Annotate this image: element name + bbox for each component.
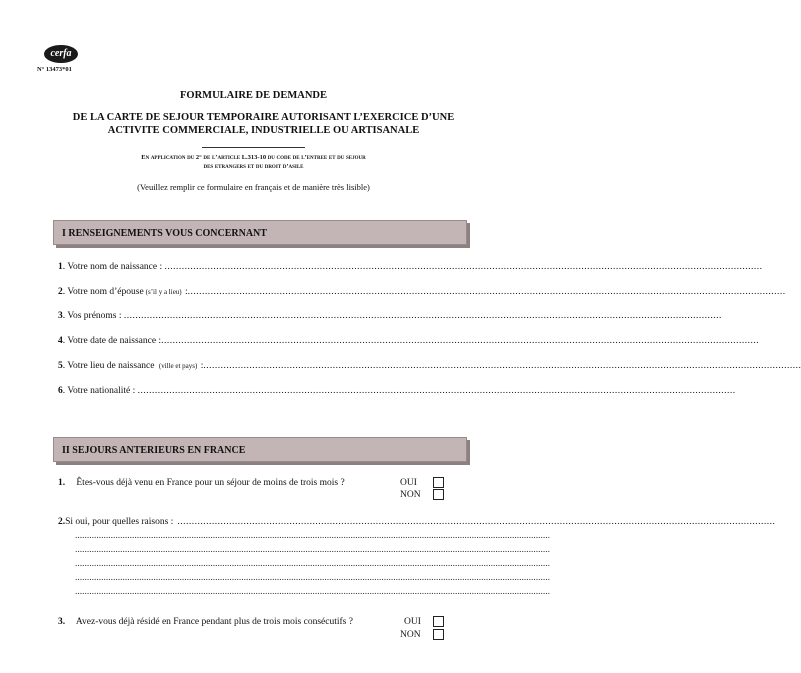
checkbox-yes[interactable]	[433, 477, 444, 488]
form-subtitle-line1: DE LA CARTE DE SEJOUR TEMPORAIRE AUTORISANT L’EXERCICE D’UNE	[72, 112, 455, 123]
field-label: . Votre nom de naissance :	[62, 262, 165, 272]
field-number: 5	[58, 361, 63, 371]
field-number: 2	[58, 287, 63, 297]
field-number: 1	[58, 262, 63, 272]
section-1-heading: I RENSEIGNEMENTS VOUS CONCERNANT	[53, 220, 467, 245]
field-first-names[interactable]	[58, 311, 468, 321]
no-label: NON	[400, 630, 421, 640]
field-label: . Vos prénoms :	[62, 311, 124, 321]
field-birth-date[interactable]	[58, 336, 468, 346]
fill-line[interactable]	[161, 336, 759, 346]
field-label-suffix: :	[198, 361, 204, 371]
field-birth-place[interactable]	[58, 361, 468, 371]
field-number: 4	[58, 336, 63, 346]
question-number: 1.	[58, 478, 66, 488]
reasons-fill-line[interactable]: ........................................................................................................................................................................................................	[75, 573, 550, 583]
reasons-fill-line[interactable]: ........................................................................................................................................................................................................	[75, 587, 550, 597]
field-married-name[interactable]	[58, 287, 468, 297]
fill-line[interactable]	[177, 517, 775, 527]
reasons-fill-line[interactable]: ........................................................................................................................................................................................................	[75, 545, 550, 555]
field-number: 3	[58, 311, 63, 321]
fill-line[interactable]	[165, 262, 763, 272]
field-hint: (s’il y a lieu)	[145, 288, 182, 296]
fill-instruction: (Veuillez remplir ce formulaire en français et de manière très lisible)	[137, 182, 370, 192]
no-label: NON	[400, 490, 421, 500]
reasons-fill-line[interactable]: ........................................................................................................................................................................................................	[75, 531, 550, 541]
question-reasons[interactable]	[58, 517, 468, 527]
field-label-suffix: :	[182, 287, 188, 297]
field-label: . Votre nationalité :	[62, 386, 138, 396]
field-label: . Votre nom d’épouse	[62, 287, 144, 297]
question-number: 3.	[58, 617, 66, 627]
cerfa-logo: cerfa	[44, 45, 78, 63]
fill-line[interactable]	[203, 361, 801, 371]
field-label: . Votre date de naissance :	[62, 336, 162, 346]
field-number: 6	[58, 386, 63, 396]
question-number: 2.	[58, 517, 66, 527]
question-text: Êtes-vous déjà venu en France pour un séjour de moins de trois mois ?	[76, 478, 345, 488]
yes-label: OUI	[400, 478, 417, 488]
question-text: Avez-vous déjà résidé en France pendant plus de trois mois consécutifs ?	[75, 617, 353, 627]
field-nationality[interactable]	[58, 386, 468, 396]
legal-reference-line2: des etrangers et du droit d’asile	[203, 163, 304, 170]
form-subtitle-line2: ACTIVITE COMMERCIALE, INDUSTRIELLE OU ARTISANALE	[107, 125, 420, 136]
field-birth-name[interactable]	[58, 262, 468, 272]
form-number: N° 13473*01	[37, 66, 72, 73]
form-title: FORMULAIRE DE DEMANDE	[180, 90, 327, 101]
checkbox-yes[interactable]	[433, 616, 444, 627]
reasons-fill-line[interactable]: ........................................................................................................................................................................................................	[75, 559, 550, 569]
question-text: Si oui, pour quelles raisons :	[65, 517, 174, 527]
fill-line[interactable]	[124, 311, 722, 321]
legal-reference	[60, 153, 447, 171]
yes-label: OUI	[404, 617, 421, 627]
fill-line[interactable]	[188, 287, 786, 297]
field-hint: (ville et pays)	[158, 362, 198, 370]
legal-reference-line1: En application du 2° de l’article L.313-10 du code de l’entree et du sejour	[141, 154, 366, 161]
field-label: . Votre lieu de naissance	[62, 361, 157, 371]
checkbox-no[interactable]	[433, 489, 444, 500]
section-2-heading: II SEJOURS ANTERIEURS EN FRANCE	[53, 437, 467, 462]
checkbox-no[interactable]	[433, 629, 444, 640]
fill-line[interactable]	[138, 386, 736, 396]
title-divider	[202, 147, 305, 148]
form-subtitle	[40, 111, 487, 137]
